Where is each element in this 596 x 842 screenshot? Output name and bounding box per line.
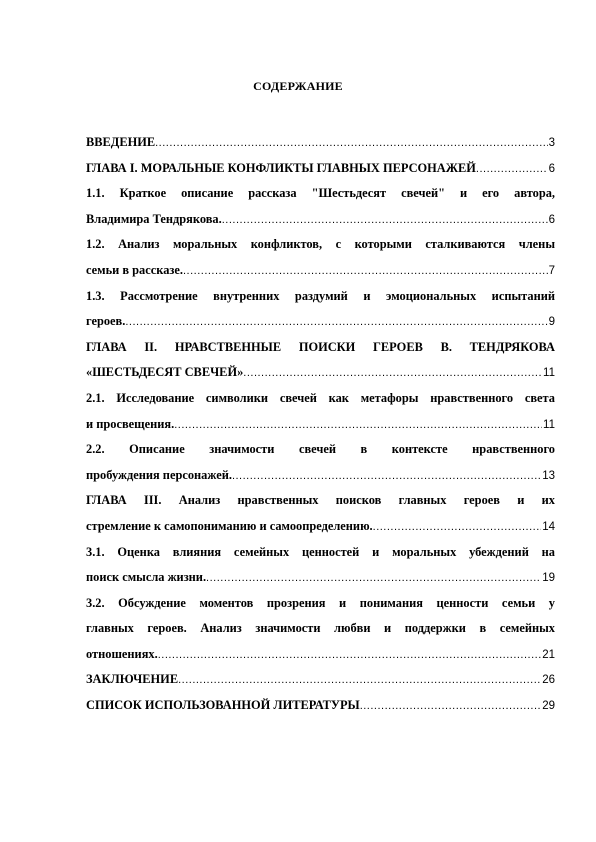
toc-entry[interactable] (86, 488, 555, 539)
toc-page-number: 19 (542, 572, 555, 585)
dot-leader (174, 413, 542, 438)
toc-entry-text: «ШЕСТЬДЕСЯТ СВЕЧЕЙ» (86, 365, 244, 380)
toc-page-number: 6 (548, 162, 555, 175)
toc-entry[interactable] (86, 386, 555, 437)
toc-entry-text-line: 2.1. Исследование символики свечей как метафоры нравственного света (86, 390, 555, 405)
toc-entry-text: героев. (86, 314, 126, 329)
table-of-contents (86, 130, 555, 719)
toc-entry-last-line (86, 565, 555, 591)
dot-leader (360, 694, 542, 719)
toc-title: СОДЕРЖАНИЕ (253, 79, 343, 93)
toc-entry-text-line: 3.1. Оценка влияния семейных ценностей и моральных убеждений на (86, 544, 555, 559)
toc-entry-text-line: ГЛАВА III. Анализ нравственных поисков главных героев и их (86, 493, 555, 508)
toc-entry-last-line (86, 130, 555, 156)
toc-entry-last-line (86, 309, 555, 335)
toc-entry[interactable] (86, 693, 555, 719)
dot-leader (222, 208, 548, 233)
toc-page-number: 6 (548, 213, 555, 226)
dot-leader (476, 157, 548, 182)
toc-entry-text-line: 1.2. Анализ моральных конфликтов, с которыми сталкиваются члены (86, 237, 555, 252)
toc-entry-last-line (86, 693, 555, 719)
toc-page-number: 13 (542, 469, 555, 482)
toc-entry-text: ВВЕДЕНИЕ (86, 135, 156, 149)
toc-entry[interactable] (86, 335, 555, 386)
toc-entry-text: стремление к самопониманию и самоопределению. (86, 518, 373, 533)
toc-page-number: 7 (548, 264, 555, 277)
toc-entry-text: поиск смысла жизни. (86, 570, 207, 585)
dot-leader (155, 131, 547, 156)
toc-page-number: 11 (543, 418, 555, 431)
dot-leader (125, 310, 547, 335)
toc-entry[interactable] (86, 667, 555, 693)
toc-entry-text: и просвещения. (86, 416, 175, 431)
toc-entry-last-line (86, 667, 555, 693)
dot-leader (373, 515, 542, 540)
toc-page-number: 26 (542, 674, 555, 687)
toc-entry-text-line: 1.1. Краткое описание рассказа "Шестьдесят свечей" и его автора, (86, 186, 555, 201)
toc-entry-text: ГЛАВА I. МОРАЛЬНЫЕ КОНФЛИКТЫ ГЛАВНЫХ ПЕРСОНАЖЕЙ (86, 160, 476, 175)
toc-entry-last-line (86, 412, 555, 438)
toc-page-number: 3 (548, 137, 555, 149)
toc-page-number: 14 (542, 520, 555, 533)
toc-entry[interactable] (86, 156, 555, 182)
toc-entry[interactable] (86, 130, 555, 156)
toc-entry-text: отношениях. (86, 646, 158, 661)
toc-entry-last-line (86, 207, 555, 233)
toc-entry-text: ЗАКЛЮЧЕНИЕ (86, 672, 179, 687)
toc-entry-last-line (86, 258, 555, 284)
dot-leader (243, 361, 542, 386)
toc-entry[interactable] (86, 232, 555, 283)
toc-entry-text: семьи в рассказе. (86, 262, 183, 277)
toc-entry-last-line (86, 156, 555, 182)
toc-entry[interactable] (86, 181, 555, 232)
toc-entry[interactable] (86, 284, 555, 335)
toc-entry[interactable] (86, 540, 555, 591)
toc-entry-last-line (86, 514, 555, 540)
dot-leader (158, 643, 542, 668)
toc-page-number: 11 (543, 367, 555, 380)
toc-entry-text: СПИСОК ИСПОЛЬЗОВАННОЙ ЛИТЕРАТУРЫ (86, 698, 360, 713)
dot-leader (178, 668, 541, 693)
toc-page-number: 9 (548, 316, 555, 329)
dot-leader (206, 566, 541, 591)
toc-entry-last-line (86, 360, 555, 386)
toc-entry[interactable] (86, 437, 555, 488)
toc-entry-text-line: главных героев. Анализ значимости любви и поддержки в семейных (86, 621, 555, 636)
toc-entry-text-line: ГЛАВА II. НРАВСТВЕННЫЕ ПОИСКИ ГЕРОЕВ В. ТЕНДРЯКОВА (86, 339, 555, 354)
toc-entry-text-line: 3.2. Обсуждение моментов прозрения и понимания ценности семьи у (86, 595, 555, 610)
toc-entry-text: пробуждения персонажей. (86, 467, 232, 482)
toc-entry-last-line (86, 463, 555, 489)
dot-leader (183, 259, 548, 284)
dot-leader (232, 464, 541, 489)
toc-entry-text-line: 2.2. Описание значимости свечей в контексте нравственного (86, 442, 555, 457)
toc-entry-text-line: 1.3. Рассмотрение внутренних раздумий и эмоциональных испытаний (86, 288, 555, 303)
toc-entry[interactable] (86, 591, 555, 668)
toc-entry-last-line (86, 642, 555, 668)
toc-entry-text: Владимира Тендрякова. (86, 211, 222, 226)
toc-page-number: 21 (542, 648, 555, 661)
toc-page-number: 29 (542, 700, 555, 713)
